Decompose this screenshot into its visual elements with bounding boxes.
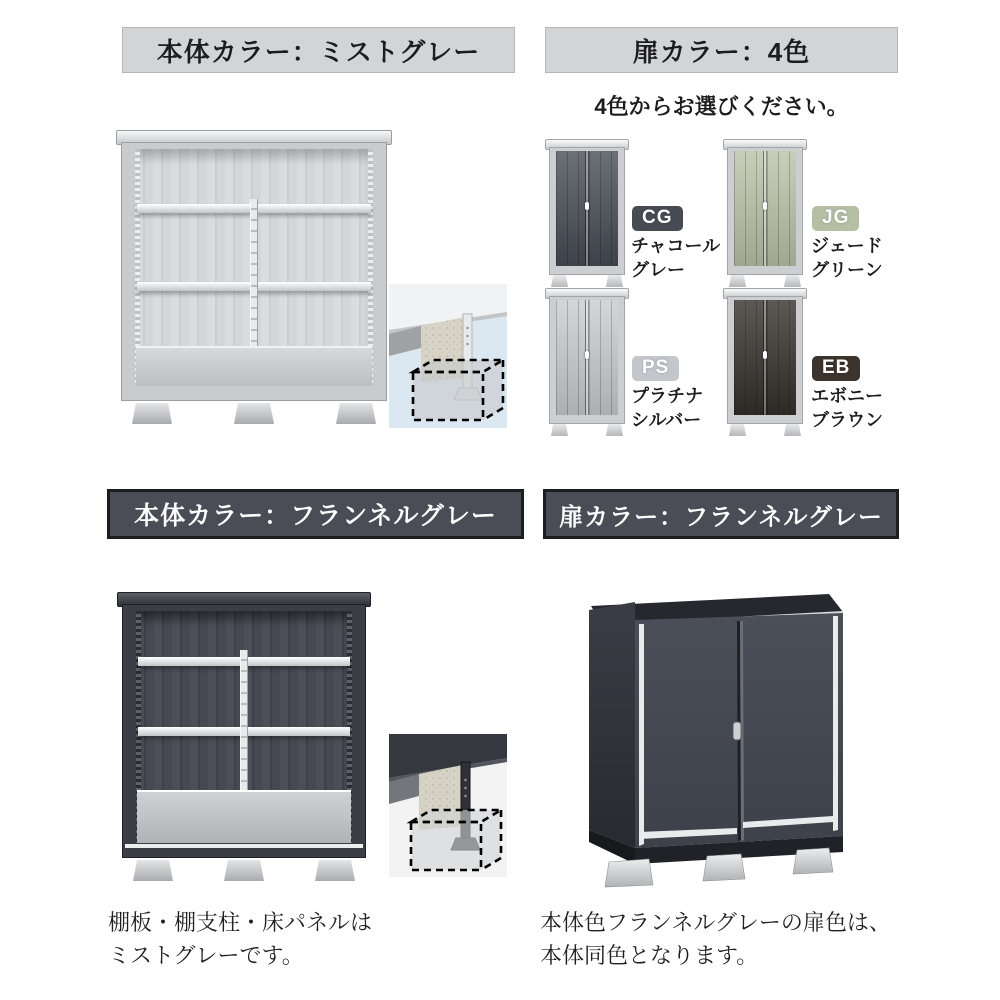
door-handle: [585, 351, 589, 359]
shed-foot: [132, 403, 172, 424]
mist-gray-shed-image: [116, 130, 392, 425]
flannel-gray-shed-image: [117, 592, 371, 882]
color-code-badge-eb: EB: [812, 356, 860, 381]
color-code-badge-jg: JG: [812, 206, 859, 231]
floor-panel: [136, 346, 372, 386]
door-color-header: 扉カラー：4色: [545, 27, 898, 73]
color-name-eb: エボニー ブラウン: [811, 386, 883, 431]
shed-frame: [122, 604, 366, 858]
color-name-ps: プラチナ シルバー: [631, 386, 703, 431]
color-option-cabinet-jg: [724, 139, 806, 287]
flannel-body-caption: 棚板・棚支柱・床パネルは ミストグレーです。: [108, 910, 373, 968]
color-option-cabinet-ps: [546, 288, 628, 436]
cabinet-doors-ps: [556, 300, 618, 415]
shed-foot: [336, 403, 376, 424]
flannel-door-caption: 本体色フランネルグレーの扉色は、 本体同色となります。: [540, 910, 891, 968]
body-color-flannel-header: 本体カラー：フランネルグレー: [107, 489, 524, 539]
door-handle: [585, 202, 589, 210]
door-handle: [763, 202, 767, 210]
color-code-badge-ps: PS: [632, 356, 679, 381]
shed-foot: [315, 860, 355, 881]
shed-interior: [136, 611, 352, 843]
color-code-badge-cg: CG: [632, 206, 683, 231]
foundation-anchor-inset-image: [389, 284, 507, 428]
foundation-anchor-inset-image-dark: [389, 734, 507, 877]
body-color-mist-header: 本体カラー：ミストグレー: [122, 27, 515, 73]
color-option-cabinet-cg: [546, 139, 628, 287]
shed-interior: [135, 149, 373, 386]
shed-foot: [133, 860, 173, 881]
floor-panel: [137, 790, 351, 843]
color-option-cabinet-eb: [724, 288, 806, 436]
cabinet-doors-eb: [734, 300, 796, 415]
door-handle: [763, 351, 767, 359]
cabinet-doors-jg: [734, 151, 796, 266]
door-color-subtitle: 4色からお選びください。: [594, 94, 849, 119]
flannel-gray-cabinet-image: [577, 590, 849, 892]
color-name-cg: チャコール グレー: [631, 236, 721, 281]
shed-foot: [234, 403, 274, 424]
shed-frame: [121, 142, 387, 401]
shed-foot: [224, 860, 264, 881]
cabinet-doors-cg: [556, 151, 618, 266]
door-color-flannel-header: 扉カラー：フランネルグレー: [543, 489, 899, 539]
color-name-jg: ジェード グリーン: [811, 236, 883, 281]
